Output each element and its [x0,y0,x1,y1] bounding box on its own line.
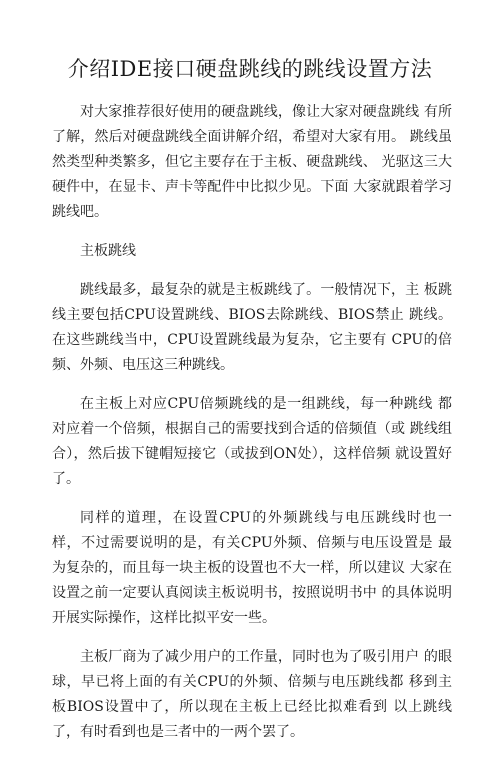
document-title: 介绍IDE接口硬盘跳线的跳线设置方法 [67,57,433,81]
section-heading-motherboard-jumper: 主板跳线 [80,243,136,259]
document-body [52,100,452,759]
intro-paragraph: 对大家推荐很好使用的硬盘跳线，像让大家对硬盘跳线 有所了解，然后对硬盘跳线全面讲解介绍，希望对大家有用。 跳线虽然类型种类繁多，但它主要存在于主板、硬盘跳线、 光驱这三大硬件中，在显卡、声卡等配件中比拟少见。下面 大家就跟着学习跳线吧。 [52,104,452,220]
body-paragraph: 跳线最多，最复杂的就是主板跳线了。一般情况下，主 板跳线主要包括CPU设置跳线、BIOS去除跳线、BIOS禁止 跳线。在这些跳线当中，CPU设置跳线最为复杂，它主要有 CPU的倍频、外频、电压这三种跳线。 [52,282,452,373]
body-paragraph: 主板厂商为了减少用户的工作量，同时也为了吸引用户 的眼球，早已将上面的有关CPU的外频、倍频与电压跳线都 移到主板BIOS设置中了，所以现在主板上已经比拟难看到 以上跳线了，有时看到也是三者中的一两个罢了。 [52,649,452,740]
body-paragraph: 在主板上对应CPU倍频跳线的是一组跳线，每一种跳线 都对应着一个倍频，根据自己的需要找到合适的倍频值（或 跳线组合），然后拔下键帽短接它（或拔到ON处），这样倍频 就设置好了。 [52,396,452,487]
body-paragraph: 同样的道理，在设置CPU的外频跳线与电压跳线时也一 样，不过需要说明的是，有关CPU外频、倍频与电压设置是 最为复杂的，而且每一块主板的设置也不大一样，所以建议 大家在设置之前一定要认真阅读主板说明书，按照说明书中 的具体说明开展实际操作，这样比拟平安一些。 [52,510,452,626]
